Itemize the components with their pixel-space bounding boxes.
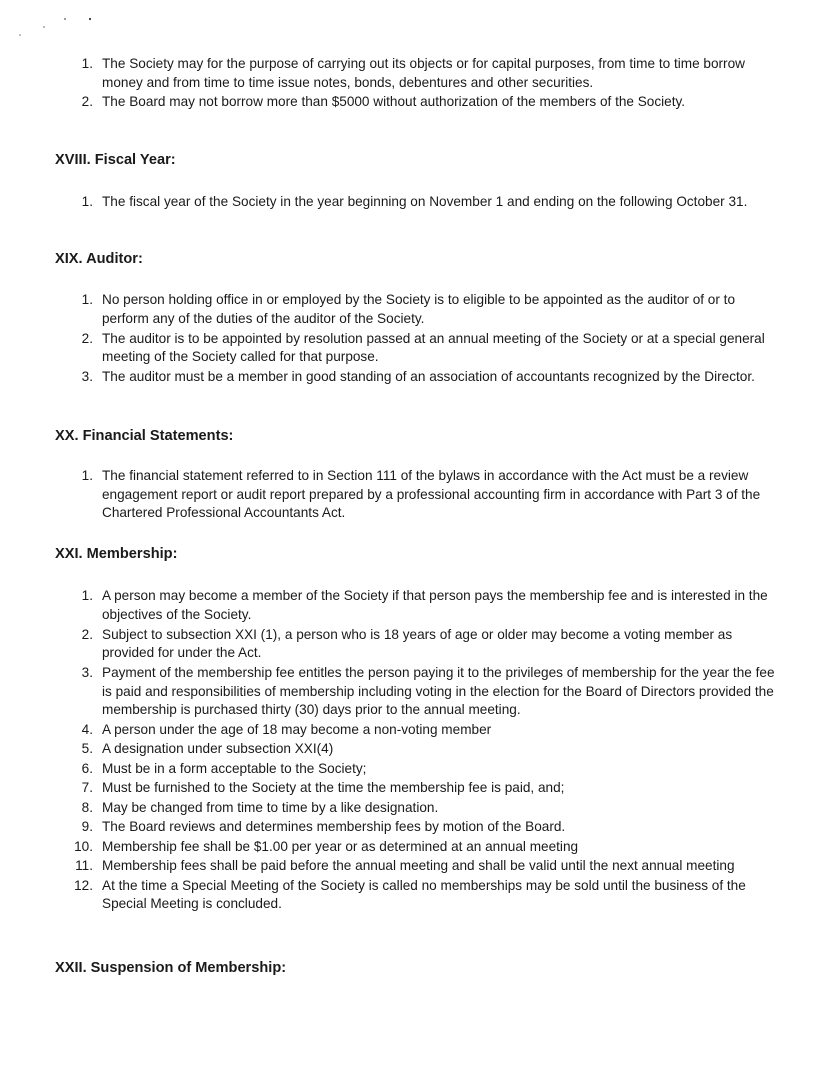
item-number: 8. (81, 799, 93, 815)
item-number: 7. (81, 780, 93, 795)
item-number: 1. (81, 468, 93, 483)
item-text: Must be in a form acceptable to the Society; (102, 760, 367, 776)
item-text: Must be furnished to the Society at the time the membership fee is paid, and; (102, 780, 565, 795)
item-number: 4. (81, 721, 93, 737)
item-text: May be changed from time to time by a like designation. (102, 799, 439, 815)
list-item (0, 877, 782, 914)
item-number: 2. (81, 330, 93, 346)
list-item (0, 93, 782, 112)
item-text: No person holding office in or employed by the Society is to eligible to be appointed as the auditor of or to perform any of the duties of the auditor of the Society. (102, 292, 736, 326)
list-item (0, 291, 782, 328)
list-item (0, 740, 782, 759)
item-number: 9. (81, 819, 93, 834)
list-item (0, 838, 782, 857)
item-number: 6. (81, 760, 93, 776)
financial-statements-list (0, 467, 782, 523)
item-number: 3. (81, 665, 93, 680)
item-text: A person under the age of 18 may become a non-voting member (102, 721, 492, 737)
item-text: Membership fee shall be $1.00 per year or as determined at an annual meeting (102, 838, 579, 854)
item-text: The financial statement referred to in Section 111 of the bylaws in accordance with the Act must be a review engagement report or audit report prepared by a professional accounting firm in accordance with Part 3 of the Chartered Professional Accountants Act. (102, 468, 761, 520)
item-number: 1. (81, 194, 93, 209)
list-item (0, 779, 782, 798)
item-number: 11. (75, 858, 93, 873)
fiscal-year-list (0, 193, 782, 212)
list-item (0, 587, 782, 624)
item-number: 1. (81, 292, 93, 307)
item-number: 12. (74, 877, 93, 893)
item-text: The auditor is to be appointed by resolution passed at an annual meeting of the Society or at a special general meeting of the Society called for that purpose. (102, 330, 765, 364)
item-number: 3. (81, 369, 93, 384)
item-text: Subject to subsection XXI (1), a person who is 18 years of age or older may become a voting member as provided for under the Act. (102, 626, 733, 660)
item-number: 1. (81, 588, 93, 603)
section-heading-fiscal-year: XVIII. Fiscal Year: (55, 152, 176, 168)
list-item (0, 368, 782, 387)
list-item (0, 626, 782, 663)
list-item (0, 760, 782, 779)
list-item (0, 857, 782, 876)
list-item (0, 799, 782, 818)
list-item (0, 664, 782, 720)
item-text: The Board may not borrow more than $5000 without authorization of the members of the Society. (102, 94, 686, 109)
list-item (0, 193, 782, 212)
list-item (0, 55, 782, 92)
list-item (0, 721, 782, 740)
item-number: 2. (81, 626, 93, 642)
section-heading-financial-statements: XX. Financial Statements: (55, 428, 234, 444)
item-text: The fiscal year of the Society in the year beginning on November 1 and ending on the following October 31. (102, 194, 748, 209)
item-number: 5. (81, 741, 93, 756)
item-text: The Society may for the purpose of carrying out its objects or for capital purposes, from time to time borrow money and from time to time issue notes, bonds, debentures and other securities. (102, 56, 745, 90)
item-text: A designation under subsection XXI(4) (102, 741, 334, 756)
section-heading-auditor: XIX. Auditor: (55, 251, 143, 267)
membership-list (0, 587, 782, 914)
scan-specks (0, 0, 823, 60)
item-text: Payment of the membership fee entitles the person paying it to the privileges of membership for the year the fee is paid and responsibilities of membership including voting in the election for the Board of Directors provided the membership is purchased thirty (30) days prior to the annual meeting. (102, 665, 775, 717)
item-text: A person may become a member of the Society if that person pays the membership fee and is interested in the objectives of the Society. (102, 588, 768, 622)
section-heading-membership: XXI. Membership: (55, 546, 178, 562)
item-text: Membership fees shall be paid before the annual meeting and shall be valid until the next annual meeting (102, 858, 735, 873)
borrowing-list (0, 55, 782, 112)
item-text: At the time a Special Meeting of the Society is called no memberships may be sold until the business of the Special Meeting is concluded. (102, 877, 746, 911)
list-item (0, 467, 782, 523)
item-text: The Board reviews and determines membership fees by motion of the Board. (102, 819, 566, 834)
item-number: 1. (81, 56, 93, 71)
list-item (0, 818, 782, 837)
item-number: 2. (81, 94, 93, 109)
section-heading-suspension-of-membership: XXII. Suspension of Membership: (55, 960, 287, 976)
auditor-list (0, 291, 782, 387)
item-number: 10. (74, 838, 93, 854)
item-text: The auditor must be a member in good standing of an association of accountants recognized by the Director. (102, 369, 755, 384)
list-item (0, 330, 782, 367)
